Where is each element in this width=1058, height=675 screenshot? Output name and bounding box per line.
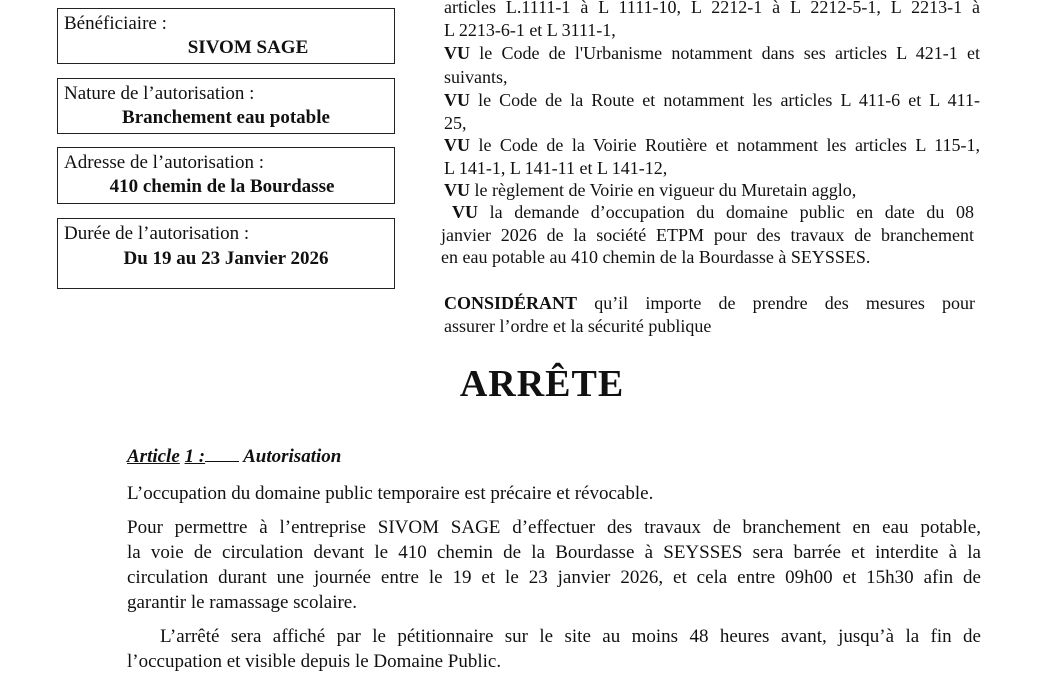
visa-line: janvier 2026 de la société ETPM pour des travaux de branchement (441, 225, 974, 245)
article-paragraph-line: Pour permettre à l’entreprise SIVOM SAGE d’effectuer des travaux de branchement en eau potable, (127, 517, 981, 538)
article-number: 1 : (184, 446, 206, 467)
visa-line: suivants, (444, 67, 508, 87)
vu-label: VU (452, 202, 478, 222)
authorization-address-value: 410 chemin de la Bourdasse (109, 176, 335, 197)
visa-text: le Code de la Voirie Routière et notamment les articles L 115-1, (478, 135, 980, 155)
vu-label: VU (444, 135, 470, 155)
article-name: Autorisation (243, 446, 342, 467)
article-heading (127, 446, 341, 468)
visa-reglement (444, 179, 980, 201)
authorization-nature-box (57, 78, 395, 134)
visa-text: le règlement de Voirie en vigueur du Muretain agglo, (474, 180, 857, 200)
article-paragraph-line: circulation durant une journée entre le 19 et le 23 janvier 2026, et cela entre 09h00 et 15h30 afin de (127, 567, 981, 588)
visa-text: le Code de l'Urbanisme notamment dans ses articles L 421-1 et (479, 43, 980, 63)
visa-text: le Code de la Route et notamment les articles L 411-6 et L 411- (478, 90, 980, 110)
visa-text: la demande d’occupation du domaine public en date du 08 (489, 202, 975, 222)
visa-demande (452, 201, 974, 223)
authorization-nature-value: Branchement eau potable (122, 107, 330, 128)
beneficiary-box (57, 8, 395, 64)
decree-title: ARRÊTE (459, 363, 625, 405)
considerant (444, 292, 975, 314)
authorization-duration-label: Durée de l’autorisation : (64, 223, 250, 244)
considerant-line: assurer l’ordre et la sécurité publique (444, 316, 712, 336)
visa-line: 25, (444, 113, 467, 133)
article-word: Article (127, 446, 180, 467)
visa-route (444, 89, 980, 111)
visa-line: L 141-1, L 141-11 et L 141-12, (444, 158, 668, 178)
considerant-label: CONSIDÉRANT (444, 293, 578, 313)
authorization-nature-label: Nature de l’autorisation : (64, 83, 255, 104)
visa-line: en eau potable au 410 chemin de la Bourdasse à SEYSSES. (441, 247, 871, 267)
authorization-duration-value: Du 19 au 23 Janvier 2026 (123, 248, 329, 269)
vu-label: VU (444, 180, 470, 200)
authorization-address-box (57, 147, 395, 204)
article-paragraph-line: L’arrêté sera affiché par le pétitionnaire sur le site au moins 48 heures avant, jusqu’à la fin de (160, 626, 981, 647)
beneficiary-value: SIVOM SAGE (187, 37, 309, 58)
article-paragraph-line: l’occupation et visible depuis le Domaine Public. (127, 651, 502, 672)
authorization-address-label: Adresse de l’autorisation : (64, 152, 264, 173)
article-paragraph-line: garantir le ramassage scolaire. (127, 592, 357, 613)
considerant-text: qu’il importe de prendre des mesures pour (594, 293, 975, 313)
underline-gap (205, 460, 239, 462)
vu-label: VU (444, 43, 470, 63)
article-paragraph: L’occupation du domaine public temporaire est précaire et révocable. (127, 483, 654, 504)
beneficiary-label: Bénéficiaire : (64, 13, 167, 34)
vu-label: VU (444, 90, 470, 110)
authorization-duration-box (57, 218, 395, 289)
visa-urbanisme (444, 42, 980, 64)
visa-line: articles L.1111-1 à L 1111-10, L 2212-1 à L 2212-5-1, L 2213-1 à (444, 0, 980, 17)
visa-voirie (444, 134, 980, 156)
article-paragraph-line: la voie de circulation devant le 410 chemin de la Bourdasse à SEYSSES sera barrée et interdite à la (127, 542, 981, 563)
visa-line: L 2213-6-1 et L 3111-1, (444, 20, 616, 40)
